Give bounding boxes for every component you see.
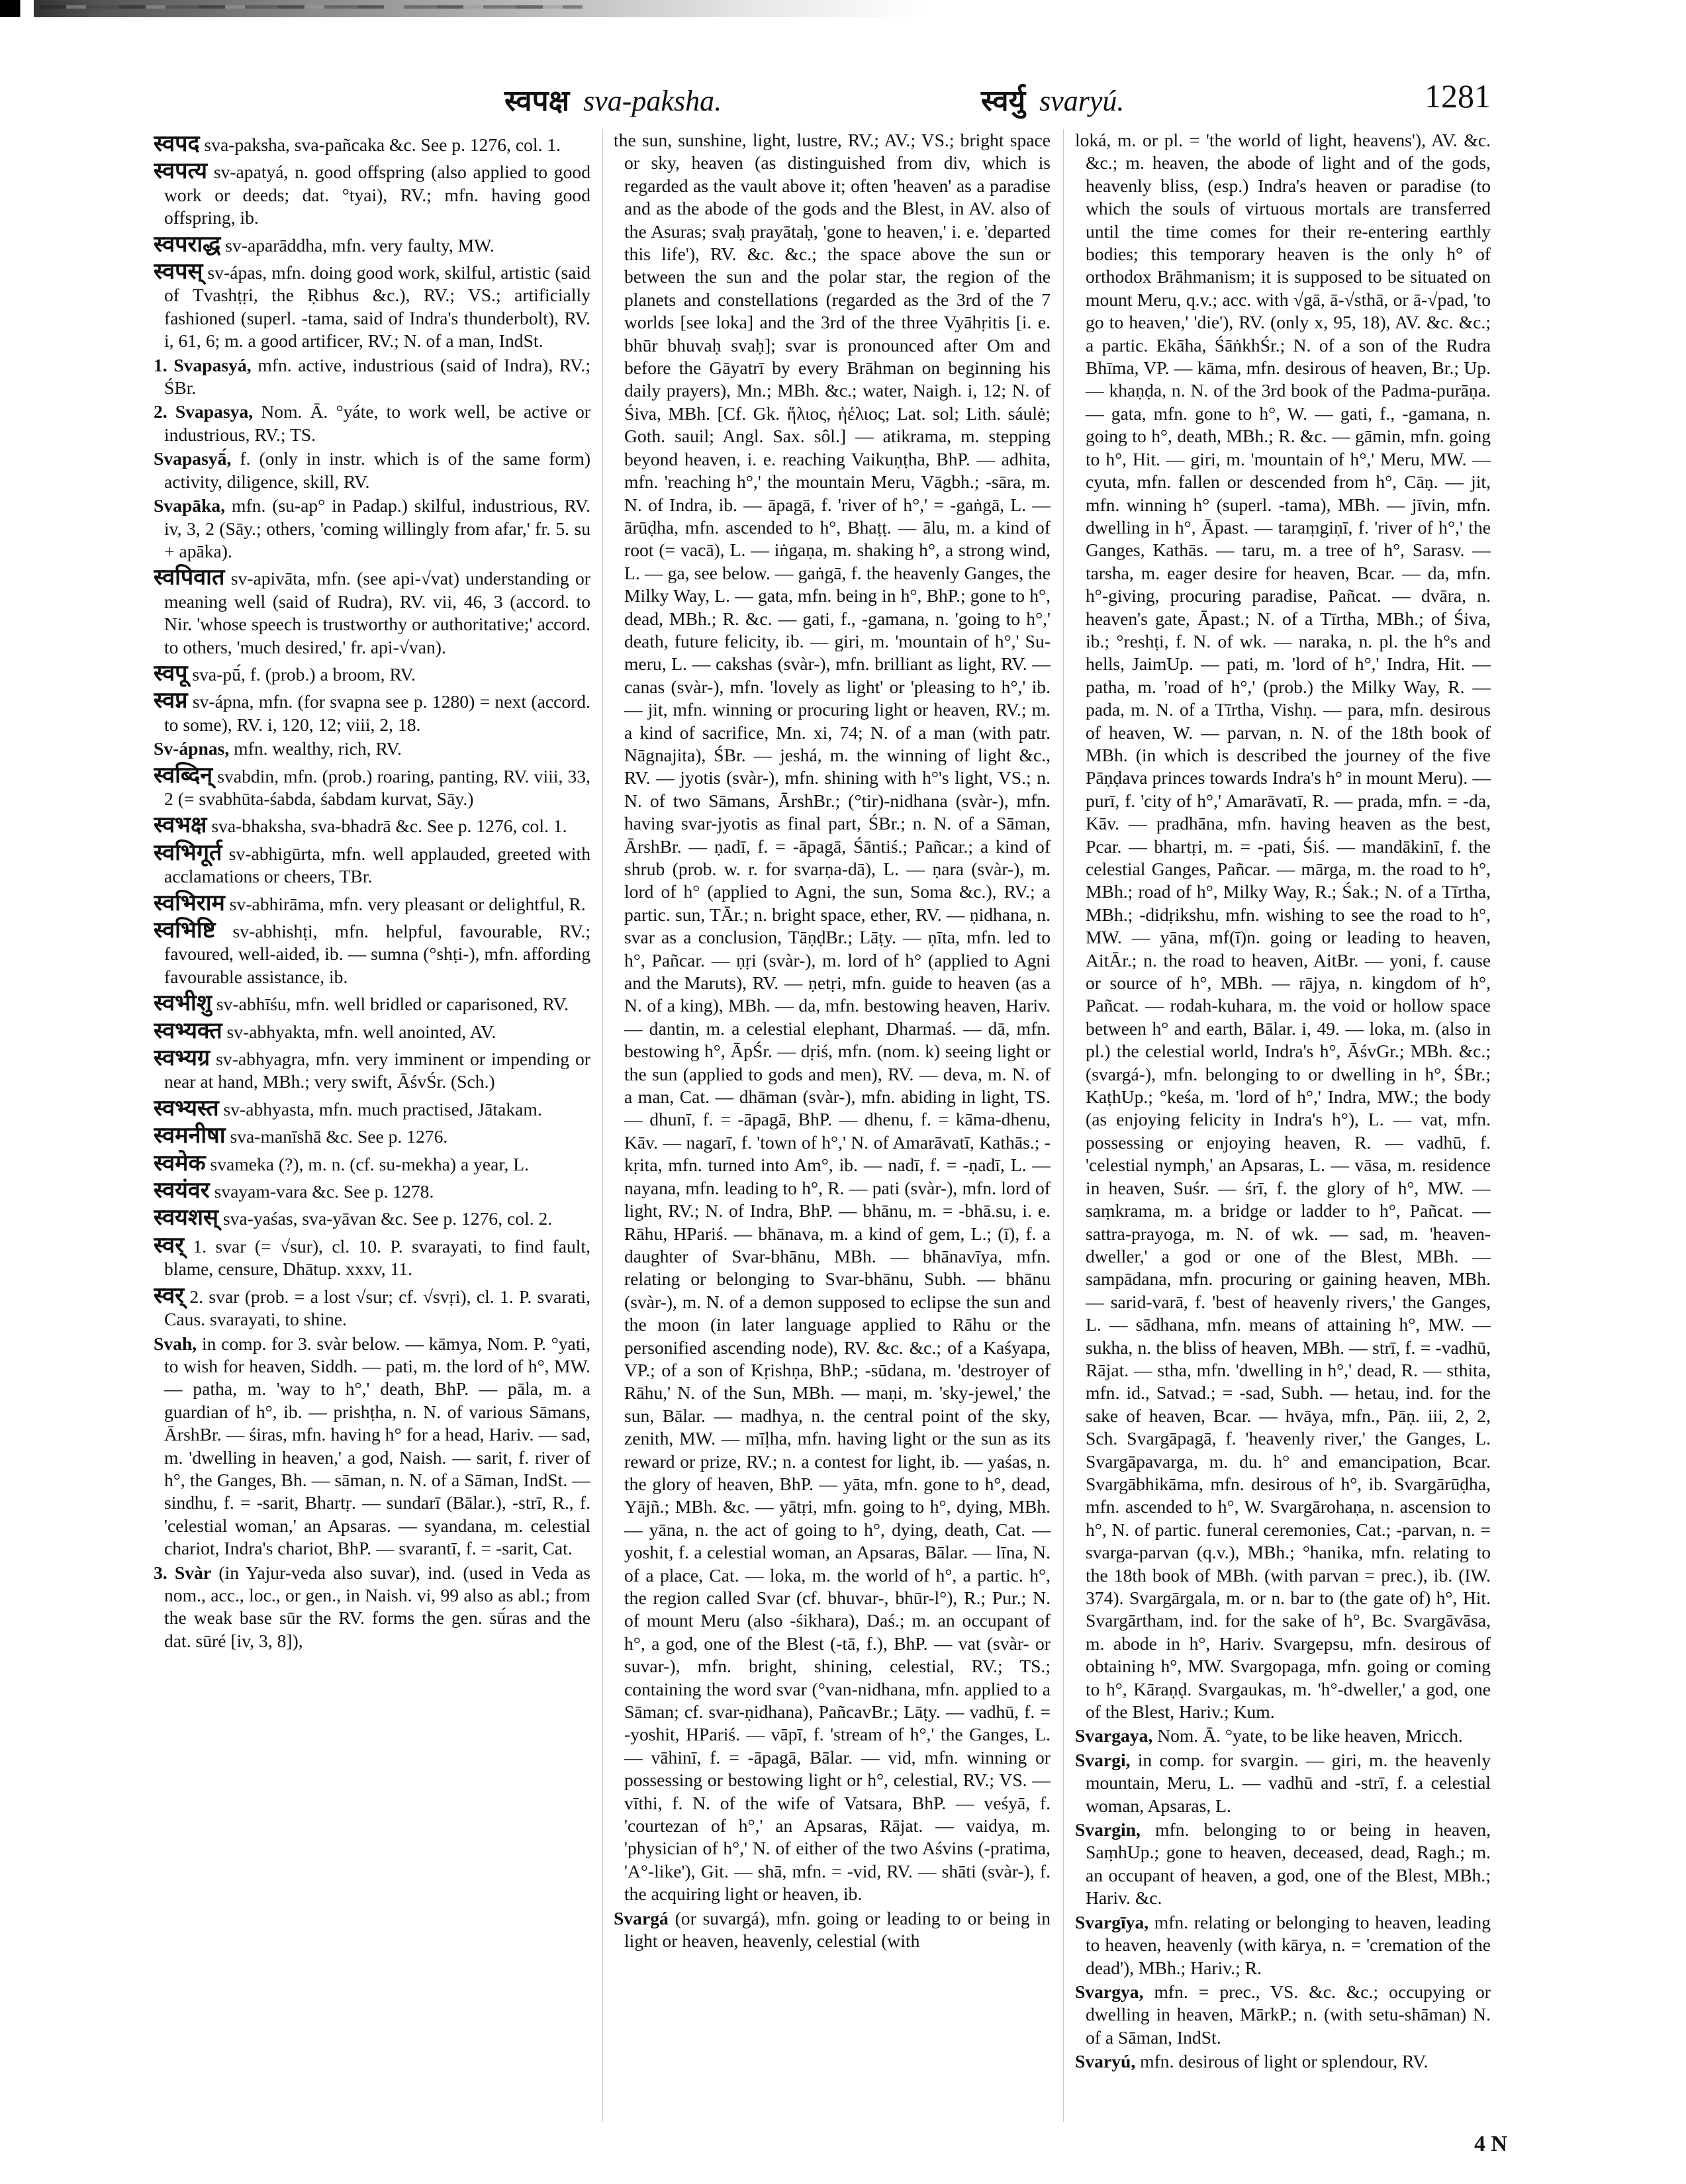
dictionary-entry	[154, 814, 590, 837]
entry-headword: स्वभ्यक्त	[154, 1018, 222, 1043]
dictionary-entry	[1075, 1749, 1491, 1817]
dictionary-entry	[154, 448, 590, 493]
entry-text: mfn. wealthy, rich, RV.	[234, 738, 402, 759]
dictionary-entry	[154, 495, 590, 563]
running-head-center-latin: svaryú.	[1039, 85, 1125, 117]
entry-text: f. (only in instr. which is of the same form) activity, diligence, skill, RV.	[164, 448, 590, 492]
entry-text: 2. svar (prob. = a lost √sur; cf. √svṛi), cl. 1. P. svarati, Caus. svarayati, to shine.	[164, 1286, 590, 1330]
entry-headword: Svargin,	[1075, 1819, 1141, 1840]
dictionary-entry	[614, 1907, 1051, 1953]
entry-text: sv-abhyasta, mfn. much practised, Jātakam.	[223, 1098, 542, 1119]
entry-text: sva-yaśas, sva-yāvan &c. See p. 1276, col. 2.	[222, 1208, 553, 1229]
entry-text: sv-abhirāma, mfn. very pleasant or delightful, R.	[229, 893, 586, 914]
entry-headword: स्वर्	[154, 1283, 185, 1308]
scan-top-edge	[0, 0, 1686, 17]
dictionary-entry	[1075, 1725, 1491, 1747]
dictionary-entry	[1075, 2050, 1491, 2073]
dictionary-entry	[154, 920, 590, 988]
entry-headword: स्वभ्यग्र	[154, 1046, 211, 1071]
running-head-left	[504, 79, 722, 119]
entry-headword: स्वभीशु	[154, 991, 212, 1016]
dictionary-entry	[1075, 1981, 1491, 2049]
dictionary-entry	[154, 1047, 590, 1094]
entry-headword: स्वब्दिन्	[154, 763, 213, 788]
entry-text: mfn. belonging to or being in heaven, SaṃhUp.; gone to heaven, deceased, dead, Ragh.; m. an occupant of heaven, a god, one of the Blest, MBh.; Hariv. &c.	[1086, 1819, 1491, 1909]
entry-headword: स्वर्	[154, 1233, 185, 1258]
dictionary-entry	[154, 737, 590, 760]
entry-text: sv-aparāddha, mfn. very faulty, MW.	[225, 234, 494, 256]
entry-text: sva-pū́, f. (prob.) a broom, RV.	[192, 663, 416, 685]
dictionary-entry	[154, 663, 590, 686]
dictionary-entry	[154, 1020, 590, 1043]
dictionary-entry	[614, 129, 1051, 1906]
entry-headword: स्वपिवात	[154, 565, 225, 591]
entry-headword: स्वभ्यस्त	[154, 1096, 219, 1121]
page-header	[154, 79, 1491, 126]
entry-text: sva-manīshā &c. See p. 1276.	[230, 1126, 448, 1147]
entry-headword: Svapāka,	[154, 495, 226, 516]
entry-text: mfn. active, industrious (said of Indra), RV.; ŚBr.	[164, 354, 590, 399]
entry-headword: स्वपू	[154, 661, 188, 686]
entry-text: sva-bhaksha, sva-bhadrā &c. See p. 1276, col. 1.	[211, 816, 567, 837]
running-head-left-latin: sva-paksha.	[583, 85, 722, 117]
entry-headword: Svargi,	[1075, 1749, 1131, 1770]
dictionary-entry	[154, 690, 590, 736]
signature-mark: 4 N	[1474, 2132, 1507, 2156]
entry-headword: 1. Svapasyá,	[154, 354, 252, 375]
dictionary-entry	[1075, 1819, 1491, 1910]
entry-text: (or suvargá), mfn. going or leading to or being in light or heaven, heavenly, celestial (with	[624, 1907, 1051, 1952]
running-head-center-devanagari: स्वर्यु	[981, 85, 1026, 117]
dictionary-entry	[154, 1285, 590, 1331]
dictionary-entry	[154, 354, 590, 400]
entry-text: sv-abhigūrta, mfn. well applauded, greeted with acclamations or cheers, TBr.	[164, 843, 590, 887]
entry-text: (in Yajur-veda also suvar), ind. (used in Veda as nom., acc., loc., or gen., in Naish. vi, 99 also as abl.; from the weak base sūr the RV. forms the gen. sū́ras and the dat. sūré [iv, 3, 8]),	[164, 1562, 590, 1651]
entry-text: mfn. (su-ap° in Padap.) skilful, industrious, RV. iv, 3, 2 (Sāy.; others, 'coming willingly from afar,' fr. 5. su + apāka).	[164, 495, 590, 561]
entry-text: in comp. for svargin. — giri, m. the heavenly mountain, Meru, L. — vadhū and -strī, f. a celestial woman, Apsaras, L.	[1086, 1749, 1491, 1816]
entry-headword: स्वभक्ष	[154, 813, 207, 838]
dictionary-entry	[154, 842, 590, 888]
entry-headword: 2. Svapasya,	[154, 401, 254, 422]
entry-text: in comp. for 3. svàr below. — kāmya, Nom. P. °yati, to wish for heaven, Siddh. — pati, m. the lord of h°, MW. — patha, m. 'way to h°,' death, BhP. — pāla, m. a guardian of h°, ib. — prishṭha, n. N. of various Sāmans, ĀrshBr. — śiras, mfn. having h° for a head, Hariv. — sad, m. 'dwelling in heaven,' a god, Naish. — sarit, f. river of h°, the Ganges, Bh. — sāman, n. N. of a Sāman, IndSt. — sindhu, f. = -sarit, Bhartṛ. — sundarī (Bālar.), -strī, R., f. 'celestial woman,' an Apsaras. — syandana, m. celestial chariot, Indra's chariot, BhP. — svarantī, f. = -sarit, Cat.	[164, 1333, 590, 1559]
dictionary-entry	[154, 992, 590, 1016]
dictionary-entry	[154, 133, 590, 156]
entry-headword: स्वपत्य	[154, 159, 208, 184]
page-number: 1281	[1425, 77, 1491, 115]
dictionary-entry	[154, 160, 590, 229]
entry-headword: स्वपराद्ध	[154, 232, 221, 257]
entry-headword: 3. Svàr	[154, 1562, 212, 1583]
entry-headword: स्वयंवर	[154, 1178, 210, 1204]
dictionary-entry	[154, 1180, 590, 1203]
dictionary-entry	[154, 1207, 590, 1230]
entry-headword: स्वमेक	[154, 1151, 206, 1176]
entry-headword: Svargya,	[1075, 1981, 1144, 2002]
entry-headword: स्वमनीषा	[154, 1123, 226, 1149]
column-2	[614, 129, 1051, 2122]
dictionary-entry	[154, 1098, 590, 1121]
entry-headword: स्वयशस्	[154, 1206, 218, 1231]
entry-headword: स्वभिराम	[154, 890, 225, 916]
entry-headword: Svargīya,	[1075, 1911, 1149, 1932]
entry-text: mfn. relating or belonging to heaven, leading to heaven, heavenly (with kārya, n. = 'cremation of the dead'), MBh.; Hariv.; R.	[1086, 1911, 1491, 1978]
entry-headword: स्वभिष्टि	[154, 918, 216, 943]
entry-text: sv-apivāta, mfn. (see api-√vat) understanding or meaning well (said of Rudra), RV. vii, 46, 3 (accord. to Nir. 'whose speech is trustworthy or authoritative;' accord. to others, 'much desired,' fr. api-√van).	[164, 568, 590, 657]
entry-headword: Svapasyā́,	[154, 448, 232, 469]
entry-headword: Svargá	[614, 1907, 669, 1928]
entry-text: svayam-vara &c. See p. 1278.	[214, 1181, 434, 1202]
entry-text: 1. svar (= √sur), cl. 10. P. svarayati, to find fault, blame, censure, Dhātup. xxxv, 11.	[164, 1235, 590, 1280]
dictionary-entry	[154, 1153, 590, 1176]
dictionary-entry	[154, 765, 590, 811]
entry-text: svabdin, mfn. (prob.) roaring, panting, RV. viii, 33, 2 (= svabhūta-śabda, śabdam kurvat, Sāy.)	[164, 765, 590, 809]
dictionary-entry	[154, 1125, 590, 1148]
dictionary-entry	[154, 892, 590, 916]
entry-text: sv-abhishṭi, mfn. helpful, favourable, RV.; favoured, well-aided, ib. — sumna (°shṭi-), mfn. affording favourable assistance, ib.	[164, 921, 590, 987]
entry-headword: स्वप्न	[154, 688, 188, 714]
entry-text: Nom. Ā. °yate, to be like heaven, Mricch.	[1157, 1725, 1463, 1746]
entry-text: sv-ápas, mfn. doing good work, skilful, artistic (said of Tvashṭṛi, the Ṛibhus &c.), RV.; VS.; artificially fashioned (superl. -tama, said of Indra's thunderbolt), RV. i, 61, 6; m. a good artificer, RV.; N. of a man, IndSt.	[164, 262, 590, 352]
entry-text: mfn. = prec., VS. &c. &c.; occupying or dwelling in heaven, MārkP.; n. (with setu-shāman) N. of a Sāman, IndSt.	[1086, 1981, 1491, 2048]
entry-text: mfn. desirous of light or splendour, RV.	[1140, 2051, 1428, 2072]
entry-headword: Svargaya,	[1075, 1725, 1153, 1746]
entry-text: sv-ápna, mfn. (for svapna see p. 1280) = next (accord. to some), RV. i, 120, 12; viii, 2, 18.	[164, 691, 590, 735]
dictionary-entry	[154, 234, 590, 257]
entry-headword: स्वभिगूर्त	[154, 840, 222, 865]
dictionary-entry	[154, 567, 590, 659]
entry-text: sva-paksha, sva-pañcaka &c. See p. 1276, col. 1.	[204, 134, 561, 155]
dictionary-entry	[154, 1333, 590, 1560]
entry-text: svameka (?), m. n. (cf. su-mekha) a year, L.	[210, 1153, 530, 1174]
entry-text: loká, m. or pl. = 'the world of light, heavens'), AV. &c. &c.; m. heaven, the abode of light and of the gods, heavenly bliss, (esp.) Indra's heaven or paradise (to which the souls of virtuous mortals are transferred until the time comes for their re-entering earthly bodies; this temporary heaven is the only h° of orthodox Brāhmanism; it is supposed to be situated on mount Meru, q.v.; acc. with √gā, ā-√sthā, or ā-√pad, 'to go to heaven,' 'die'), RV. (only x, 95, 18), AV. &c. &c.; a partic. Ekāha, ŚāṅkhŚr.; N. of a son of the Rudra Bhīma, VP. — kāma, mfn. desirous of heaven, Br.; Up. — khaṇḍa, n. N. of the 3rd book of the Padma-purāṇa. — gata, mfn. gone to h°, W. — gati, f., -gamana, n. going to h°, death, MBh.; R. &c. — gāmin, mfn. going to h°, Hit. — giri, m. 'mountain of h°,' Meru, MW. — cyuta, mfn. fallen or descended from h°, Cāṇ. — jit, mfn. winning h° (superl. -tama), MBh. — jīvin, mfn. dwelling in h°, Āpast. — taraṃgiṇī, f. 'river of h°,' the Ganges, Kathās. — taru, m. a tree of h°, Sarasv. — tarsha, m. eager desire for heaven, Bcar. — da, mfn. h°-giving, procuring paradise, Pañcat. — dvāra, n. heaven's gate, Āpast.; N. of a Tīrtha, MBh.; of Śiva, ib.; °reshṭi, f. N. of wk. — naraka, n. pl. the h°s and hells, JaimUp. — pati, m. 'lord of h°,' Indra, Hit. — patha, m. 'road of h°,' (prob.) the Milky Way, R. — pada, m. N. of a Tīrtha, Vishṇ. — para, mfn. desirous of heaven, W. — parvan, n. N. of the 18th book of MBh. (in which is described the journey of the five Pāṇḍava princes towards Indra's h° in mount Meru). — purī, f. 'city of h°,' Amarāvatī, R. — prada, mfn. = -da, Kāv. — pradhāna, mfn. having heaven as the best, Pcar. — bhartṛi, m. = -pati, Śiś. — mandākinī, f. the celestial Ganges, Pañcar. — mārga, m. the road to h°, MBh.; road of h°, Milky Way, R.; Śak.; N. of a Tīrtha, MBh.; -didṛikshu, mfn. wishing to see the road to h°, MW. — yāna, mf(ī)n. going or leading to heaven, AitĀr.; n. the road to heaven, AitBr. — yoni, f. cause or source of h°, MBh. — rājya, n. kingdom of h°, Pañcat. — rodah-kuhara, m. the void or hollow space between h° and earth, Bālar. i, 49. — loka, m. (also in pl.) the celestial world, Indra's h°, ĀśvGr.; MBh. &c.; (svargá-), mfn. belonging to or dwelling in h°, ŚBr.; KaṭhUp.; °keśa, m. 'lord of h°,' Indra, MW.; the body (as enjoying felicity in Indra's h°), L. — vat, mfn. possessing or enjoying heaven, R. — vadhū, f. 'celestial nymph,' an Apsaras, L. — vāsa, m. residence in heaven, Suśr. — śrī, f. the glory of h°, MW. — saṃkrama, m. a bridge or ladder to h°, Pañcat. — sattra-prayoga, m. N. of wk. — sad, m. 'heaven-dweller,' a god or one of the Blest, MBh. — sampādana, mfn. procuring or gaining heaven, MBh. — sarid-varā, f. 'best of heavenly rivers,' the Ganges, L. — sādhana, mfn. means of attaining h°, MW. — sukha, n. the bliss of heaven, MBh. — strī, f. = -vadhū, Rājat. — stha, mfn. 'dwelling in h°,' dead, R. — sthita, mfn. id., Satvad.; = -sad, Subh. — hetau, ind. for the sake of heaven, Bcar. — hvāya, mfn., Pāṇ. iii, 2, 2, Sch. Svargāpagā, f. 'heavenly river,' the Ganges, L. Svargāpavarga, m. du. h° and emancipation, Bcar. Svargābhikāma, mfn. desirous of h°, ib. Svargārūḍha, mfn. ascended to h°, W. Svargārohaṇa, n. ascension to h°, N. of partic. funeral ceremonies, Cat.; -parvan, n. = svarga-parvan (q.v.), MBh.; °hanika, mfn. relating to the 18th book of MBh. (with parvan = prec.), ib. (IW. 374). Svargārgala, m. or n. bar to (the gate of) h°, Hit. Svargārtham, ind. for the sake of h°, Bc. Svargāvāsa, m. abode in h°, Hariv. Svargepsu, mfn. desirous of obtaining h°, MW. Svargopaga, mfn. going or coming to h°, Kāraṇḍ. Svargaukas, m. 'h°-dweller,' a god, one of the Blest, Hariv.; Kum.	[1075, 130, 1491, 1723]
entry-text: Nom. Ā. °yáte, to work well, be active or industrious, RV.; TS.	[164, 401, 590, 445]
entry-headword: Svah,	[154, 1333, 197, 1354]
running-head-center	[981, 79, 1124, 119]
scan-stripe	[40, 5, 583, 9]
dictionary-entry	[154, 1562, 590, 1653]
dictionary-entry	[154, 261, 590, 353]
entry-text: sv-apatyá, n. good offspring (also applied to good work or deeds; dat. °tyai), RV.; mfn. having good offspring, ib.	[164, 162, 590, 228]
dictionary-entry	[1075, 1911, 1491, 1979]
dictionary-entry	[1075, 129, 1491, 1723]
dictionary-entry	[154, 401, 590, 446]
column-1	[154, 129, 590, 2122]
entry-headword: Sv-ápnas,	[154, 738, 230, 759]
dictionary-entry	[154, 1235, 590, 1281]
dictionary-body	[154, 129, 1491, 2122]
entry-headword: Svaryú,	[1075, 2051, 1136, 2072]
column-3	[1075, 129, 1491, 2122]
entry-text: sv-abhyakta, mfn. well anointed, AV.	[226, 1021, 496, 1042]
running-head-left-devanagari: स्वपक्ष	[504, 85, 570, 117]
entry-text: sv-abhīśu, mfn. well bridled or caparisoned, RV.	[216, 994, 569, 1015]
entry-headword: स्वपद	[154, 132, 200, 156]
entry-headword: स्वपस्	[154, 260, 203, 285]
entry-text: the sun, sunshine, light, lustre, RV.; AV.; VS.; bright space or sky, heaven (as distinguished from div, which is regarded as the vault above it; often 'heaven' as a paradise and as the abode of the gods and the Blest, in AV. also of the Asuras; svaḥ prayātaḥ, 'gone to heaven,' i. e. 'departed this life'), RV. &c. &c.; the space above the sun or between the sun and the polar star, the region of the planets and constellations (regarded as the 3rd of the 7 worlds [see loka] and the 3rd of the three Vyāhṛitis [i. e. bhūr bhuvaḥ svaḥ]; svar is pronounced after Om and before the Gāyatrī by every Brāhman on beginning his daily prayers), Mn.; MBh. &c.; water, Naigh. i, 12; N. of Śiva, MBh. [Cf. Gk. ἥλιος, ἠέλιος; Lat. sol; Lith. sáulė; Goth. sauil; Angl. Sax. sôl.] — atikrama, m. stepping beyond heaven, i. e. reaching Vaikuṇṭha, BhP. — adhita, mfn. 'reaching h°,' the mountain Meru, Vāgbh.; -sāra, m. N. of Indra, ib. — āpagā, f. 'river of h°,' = -gaṅgā, L. — ārūḍha, mfn. ascended to h°, Bhaṭṭ. — ālu, m. a kind of root (= vacā), L. — iṅgaṇa, m. shaking h°, a strong wind, L. — ga, see below. — gaṅgā, f. the heavenly Ganges, the Milky Way, L. — gata, mfn. being in h°, BhP.; gone to h°, dead, MBh.; R. &c. — gati, f., -gamana, n. 'going to h°,' death, future felicity, ib. — giri, m. 'mountain of h°,' Su-meru, L. — cakshas (svàr-), mfn. brilliant as light, RV. — canas (svàr-), mfn. 'lovely as light' or 'pleasing to h°,' ib. — jit, mfn. winning or procuring light or heaven, RV.; m. a kind of sacrifice, Mn. xi, 74; N. of a man (with patr. Nāgnajita), ŚBr. — jeshá, m. the winning of light &c., RV. — jyotis (svàr-), mfn. shining with h°'s light, VS.; n. N. of two Sāmans, ĀrshBr.; (°tir)-nidhana (svàr-), mfn. having svar-jyotis as final part, ŚBr.; n. N. of a Sāman, ĀrshBr. — ṇadī, f. = -āpagā, Śāntiś.; Pañcar.; a kind of shrub (prob. w. r. for svarṇa-dā), L. — ṇara (svàr-), m. lord of h° (applied to Agni, the sun, Soma &c.), RV.; a partic. sun, TĀr.; n. bright space, ether, RV. — ṇidhana, n. svar as a conclusion, TāṇḍBr.; Lāṭy. — ṇīta, mfn. led to h°, Pañcar. — ṇṛi (svàr-), m. lord of h° (applied to Agni and the Maruts), RV. — ṇetṛi, mfn. guide to heaven (as a N. of a king), MBh. — da, mfn. bestowing heaven, Hariv. — dantin, m. a celestial elephant, Dharmaś. — dā, mfn. bestowing h°, ĀpŚr. — dṛiś, mfn. (nom. k) seeing light or the sun (applied to gods and men), RV. — deva, m. N. of a man, Cat. — dhāman (svàr-), mfn. abiding in light, TS. — dhunī, f. = -āpagā, BhP. — dhenu, f. = kāma-dhenu, Kāv. — nagarī, f. 'town of h°,' N. of Amarāvatī, Kathās.; -kṛita, mfn. turned into Am°, ib. — nadī, f. = -ṇadī, L. — nayana, mfn. leading to h°, R. — pati (svàr-), mfn. lord of light, RV.; N. of Indra, BhP. — bhānu, m. = -bhā.su, i. e. Rāhu, HPariś. — bhānava, m. a kind of gem, L.; (ī), f. a daughter of Svar-bhānu, MBh. — bhānavīya, mfn. relating or belonging to Svar-bhānu, Subh. — bhānu (svàr-), m. N. of a demon supposed to eclipse the sun and the moon (in later language applied to Rāhu or the personified ascending node), RV. &c. &c.; of a Kaśyapa, VP.; of a son of Kṛishṇa, BhP.; -sūdana, m. 'destroyer of Rāhu,' N. of the Sun, MBh. — maṇi, m. 'sky-jewel,' the sun, Bālar. — madhya, n. the central point of the sky, zenith, MW. — mīḷha, mfn. having light or the sun as its reward or prize, RV.; n. a contest for light, ib. — yaśas, n. the glory of heaven, BhP. — yāta, mfn. gone to h°, dead, Yājñ.; MBh. &c. — yātṛi, mfn. going to h°, dying, MBh. — yāna, n. the act of going to h°, dying, death, Cat. — yoshit, f. a celestial woman, an Apsaras, Bālar. — līna, N. of a place, Cat. — loka, m. the world of h°, a partic. h°, the region called Svar (cf. bhuvar-, bhūr-l°), R.; Pur.; N. of mount Meru (also -śikhara), Daś.; m. an occupant of h°, a god, one of the Blest (-tā, f.), BhP. — vat (svàr- or suvar-), mfn. bright, shining, celestial, RV.; TS.; containing the word svar (°van-nidhana, mfn. applied to a Sāman; cf. svar-ṇidhana), PañcavBr.; Lāṭy. — vadhū, f. = -yoshit, HPariś. — vāpī, f. 'stream of h°,' the Ganges, L. — vāhinī, f. = -āpagā, Bālar. — vid, mfn. winning or possessing or bestowing light or h°, celestial, RV.; VS. — vīthi, f. N. of the wife of Vatsara, BhP. — veśyā, f. 'courtezan of h°,' an Apsaras, Rājat. — vaidya, m. 'physician of h°,' N. of either of the two Aśvins (-pratima, 'A°-like'), Git. — shā, mfn. = -vid, RV. — shāti (svàr-), f. the acquiring light or heaven, ib.	[614, 130, 1051, 1905]
entry-text: sv-abhyagra, mfn. very imminent or impending or near at hand, MBh.; very swift, ĀśvŚr. (Sch.)	[164, 1049, 590, 1092]
